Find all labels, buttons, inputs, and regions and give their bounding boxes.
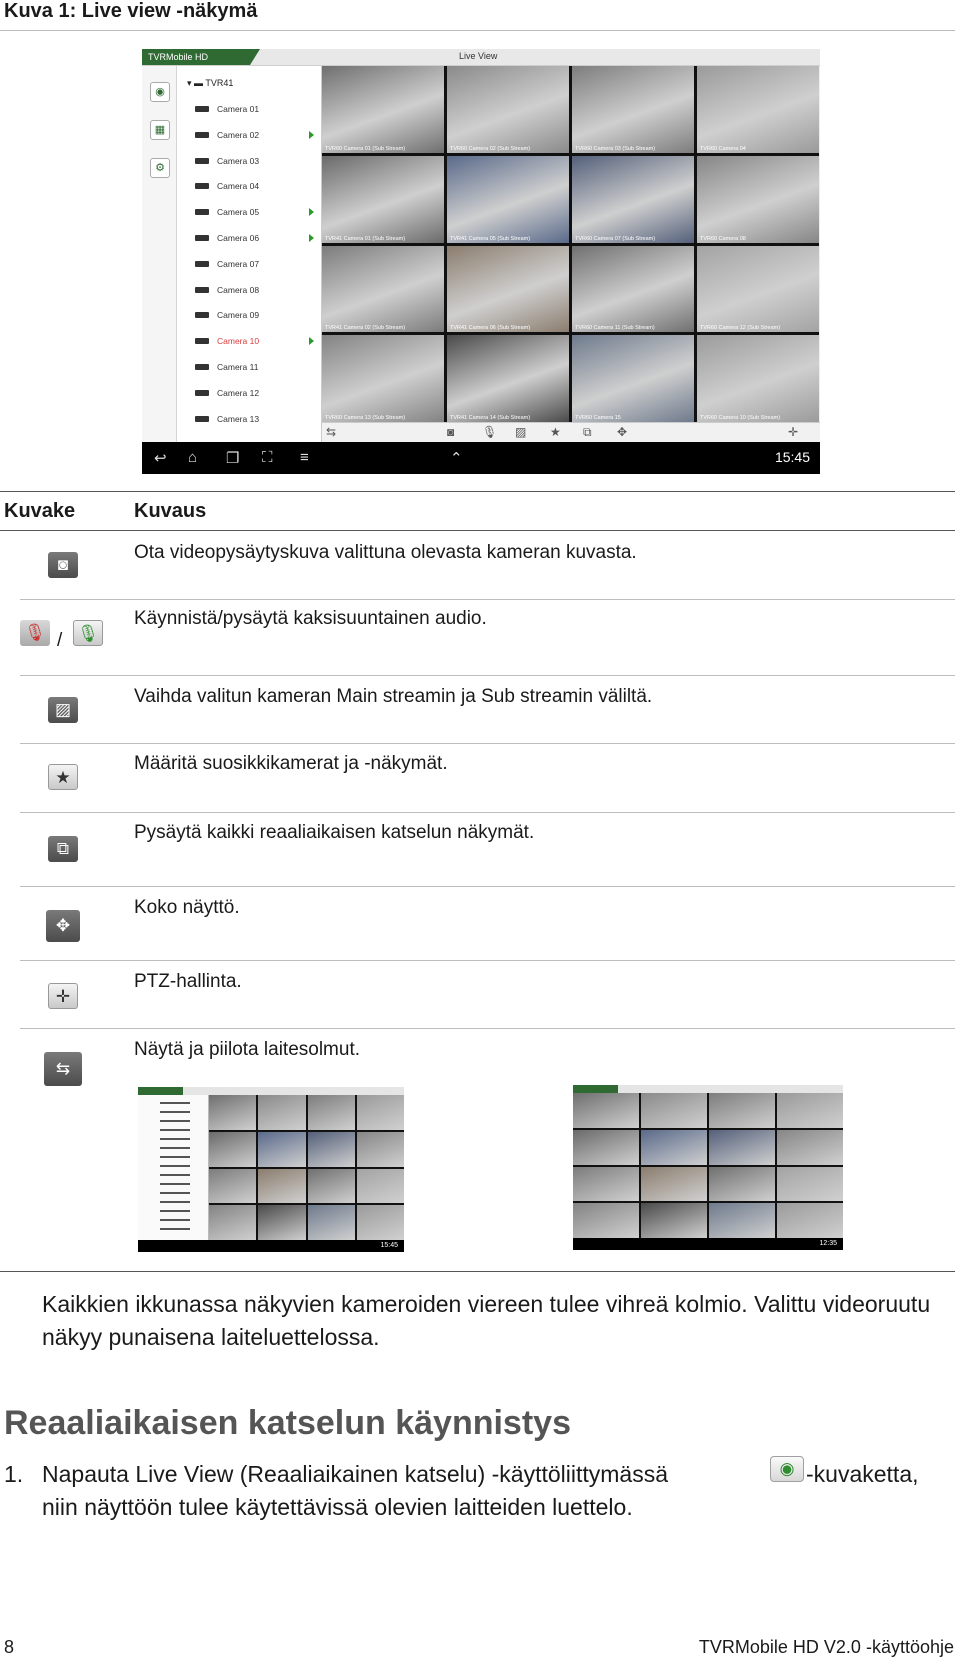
row-description: Käynnistä/pysäytä kaksisuuntainen audio.	[134, 608, 487, 629]
camera-label: Camera 05	[217, 207, 260, 218]
camera-tile-label: TVR60 Camera 08	[700, 235, 746, 242]
camera-tile-label: TVR60 Camera 10 (Sub Stream)	[700, 415, 781, 421]
camera-tile[interactable]	[322, 246, 444, 333]
row-description: Määritä suosikkikamerat ja -näkymät.	[134, 753, 448, 774]
camera-tile-label: TVR41 Camera 02 (Sub Stream)	[325, 325, 406, 332]
camera-tile[interactable]	[697, 156, 819, 243]
camera-label: Camera 01	[217, 104, 260, 114]
camera-tile[interactable]	[572, 335, 694, 422]
chevron-up-icon[interactable]: ⌃	[450, 450, 463, 467]
mini-camera-tile	[641, 1203, 707, 1238]
in-view-triangle-icon	[309, 131, 314, 139]
camera-label: Camera 07	[217, 258, 260, 269]
app-brand: TVRMobile HD	[142, 49, 250, 65]
mini-camera-tile	[308, 1132, 355, 1167]
mini-camera-tile	[709, 1130, 775, 1165]
row-divider	[20, 812, 955, 813]
row-description: Ota videopysäytyskuva valittuna olevasta kameran kuvasta.	[134, 542, 637, 563]
menu-icon[interactable]: ≡	[300, 449, 309, 466]
ptz-icon[interactable]: ✛	[788, 425, 799, 439]
mini-camera-tile	[209, 1205, 256, 1240]
mini-camera-tile	[573, 1167, 639, 1202]
camera-tile-label: TVR41 Camera 05 (Sub Stream)	[450, 235, 531, 242]
camera-tile[interactable]	[572, 246, 694, 333]
camera-tile[interactable]	[322, 156, 444, 243]
microphone-icon[interactable]: 🎙	[482, 425, 498, 439]
camera-tile-label: TVR60 Camera 04	[700, 145, 746, 152]
camera-label: Camera 06	[217, 233, 260, 243]
camera-tile[interactable]	[697, 246, 819, 333]
camera-tile-label: TVR60 Camera 12 (Sub Stream)	[700, 325, 781, 332]
camera-tile-label: TVR41 Camera 14 (Sub Stream)	[450, 415, 531, 421]
column-header-description: Kuvaus	[134, 500, 207, 522]
camera-tile[interactable]	[697, 335, 819, 422]
camera-list-item[interactable]	[195, 181, 259, 191]
camera-list-item[interactable]	[195, 259, 259, 269]
camera-label: Camera 13	[217, 413, 260, 424]
camera-list-item[interactable]	[195, 362, 258, 372]
page-number: 8	[4, 1637, 15, 1657]
in-view-triangle-icon	[309, 234, 314, 242]
row-description: Näytä ja piilota laitesolmut.	[134, 1039, 360, 1060]
row-description: Pysäytä kaikki reaaliaikaisen katselun näkymät.	[134, 822, 535, 843]
camera-list-item[interactable]	[195, 104, 259, 114]
mini-camera-tile	[777, 1093, 843, 1128]
mini-camera-tile	[308, 1169, 355, 1204]
microphone-on-icon: 🎙	[73, 620, 103, 646]
mini-camera-tile	[258, 1169, 305, 1204]
stream-switch-icon: ▨	[48, 697, 78, 723]
camera-tile[interactable]	[697, 66, 819, 153]
camera-icon[interactable]: ◙	[447, 425, 455, 439]
camera-icon	[195, 106, 209, 112]
mini-camera-tile	[777, 1167, 843, 1202]
app-header	[142, 49, 820, 66]
mini-camera-tile	[357, 1132, 404, 1167]
camera-label: Camera 09	[217, 310, 260, 321]
mini-camera-tile	[641, 1130, 707, 1165]
mini-camera-tile	[357, 1205, 404, 1240]
home-icon[interactable]: ⌂	[188, 449, 198, 466]
camera-list-item[interactable]	[195, 336, 259, 346]
live-view-icon[interactable]: ◉	[150, 82, 170, 102]
settings-gear-icon[interactable]: ⚙	[150, 158, 170, 178]
camera-list-item[interactable]	[195, 414, 259, 424]
camera-label: Camera 11	[217, 362, 259, 372]
step-text-after-icon: -kuvaketta,	[806, 1461, 919, 1487]
camera-tile-label: TVR41 Camera 06 (Sub Stream)	[450, 325, 531, 332]
side-icon-bar	[142, 66, 177, 442]
back-icon[interactable]: ↩	[154, 450, 167, 467]
mini-camera-tile	[709, 1203, 775, 1238]
camera-icon	[195, 364, 209, 370]
live-view-icon: ◉	[770, 1456, 804, 1482]
row-divider	[20, 1028, 955, 1029]
camera-tile-label: TVR60 Camera 07 (Sub Stream)	[575, 235, 656, 242]
mini-camera-tile	[209, 1132, 256, 1167]
footer-title: TVRMobile HD V2.0 -käyttöohje	[698, 1637, 954, 1657]
table-top-rule	[0, 491, 955, 492]
camera-label: Camera 02	[217, 129, 260, 140]
mini-camera-tile	[573, 1093, 639, 1128]
mini-camera-grid	[573, 1093, 843, 1238]
mini-camera-tile	[258, 1132, 305, 1167]
mini-camera-tile	[709, 1167, 775, 1202]
camera-tile-label: TVR60 Camera 02 (Sub Stream)	[450, 145, 531, 152]
camera-list-item[interactable]	[195, 285, 259, 295]
mini-camera-tile	[209, 1169, 256, 1204]
camera-tile-label: TVR60 Camera 01 (Sub Stream)	[325, 145, 406, 152]
mini-camera-tile	[641, 1093, 707, 1128]
step-text-line2: niin näyttöön tulee käytettävissä olevien laitteiden luettelo.	[42, 1494, 633, 1520]
camera-tile[interactable]	[322, 66, 444, 153]
mini-camera-grid	[209, 1095, 404, 1240]
camera-tile-label: TVR60 Camera 03 (Sub Stream)	[575, 145, 656, 152]
mini-nav-clock: 15:45	[138, 1240, 404, 1252]
camera-tile[interactable]	[447, 335, 569, 422]
star-icon: ★	[48, 764, 78, 790]
mini-camera-tile	[209, 1095, 256, 1130]
camera-icon	[195, 287, 209, 293]
row-divider	[20, 960, 955, 961]
camera-icon	[195, 132, 209, 138]
camera-icon	[195, 209, 209, 215]
camera-icon	[195, 183, 209, 189]
fullscreen-icon: ✥	[46, 910, 80, 942]
camera-label: Camera 12	[217, 387, 260, 398]
mini-camera-tile	[357, 1095, 404, 1130]
camera-tile-label: TVR60 Camera 13 (Sub Stream)	[325, 415, 406, 421]
camera-list-item[interactable]	[195, 388, 259, 398]
table-bottom-rule	[0, 1271, 955, 1272]
screenshot-without-device-list	[573, 1085, 843, 1250]
row-description: PTZ-hallinta.	[134, 971, 242, 992]
camera-tile-label: TVR60 Camera 11 (Sub Stream)	[575, 325, 655, 332]
camera-grid	[322, 66, 819, 422]
microphone-off-icon: 🎙	[20, 620, 50, 646]
step-text: Napauta Live View (Reaaliaikainen katselu) -käyttöliittymässä	[42, 1461, 668, 1487]
note-paragraph: Kaikkien ikkunassa näkyvien kameroiden viereen tulee vihreä kolmio. Valittu videoruutu näkyy punaisena laiteluettelossa.	[42, 1291, 931, 1350]
camera-icon	[195, 338, 209, 344]
screenshot-with-device-list	[138, 1087, 404, 1252]
in-view-triangle-icon	[309, 208, 314, 216]
row-divider	[20, 599, 955, 600]
stop-all-icon: ⧉	[48, 836, 78, 862]
camera-tile-label: TVR60 Camera 15	[575, 415, 621, 421]
row-description: Vaihda valitun kameran Main streamin ja Sub streamin väliltä.	[134, 686, 653, 707]
camera-label: Camera 10	[217, 336, 260, 347]
row-description: Koko näyttö.	[134, 897, 240, 918]
camera-list-item[interactable]	[195, 130, 259, 140]
recent-apps-icon[interactable]: ❐	[226, 450, 240, 467]
camera-tile[interactable]	[447, 246, 569, 333]
camera-icon	[195, 312, 209, 318]
device-nodes-icon: ⇆	[44, 1052, 82, 1086]
header-rule	[0, 530, 955, 531]
mini-camera-tile	[308, 1095, 355, 1130]
column-header-icon: Kuvake	[4, 500, 76, 522]
camera-icon	[195, 261, 209, 267]
step-number: 1.	[4, 1461, 24, 1487]
camera-label: Camera 08	[217, 284, 260, 295]
mini-camera-tile	[709, 1093, 775, 1128]
section-heading: Reaaliaikaisen katselun käynnistys	[4, 1404, 571, 1442]
stop-all-icon[interactable]: ⧉	[583, 425, 592, 439]
in-view-triangle-icon	[309, 337, 314, 345]
camera-icon	[195, 158, 209, 164]
fullscreen-icon[interactable]: ✥	[617, 425, 628, 439]
camera-list-item[interactable]	[195, 310, 259, 320]
camera-tile[interactable]	[322, 335, 444, 422]
camera-tile[interactable]	[447, 156, 569, 243]
camera-label: Camera 04	[217, 181, 260, 192]
mini-nav-clock: 12:35	[573, 1238, 843, 1250]
tablet-screenshot	[142, 49, 820, 474]
mini-camera-tile	[258, 1095, 305, 1130]
status-clock: 15:45	[774, 449, 810, 465]
live-toolbar	[322, 422, 820, 443]
camera-tile[interactable]	[447, 66, 569, 153]
device-nodes-icon[interactable]: ⇆	[326, 425, 337, 439]
camera-list-item[interactable]	[195, 233, 259, 243]
row-divider	[20, 743, 955, 744]
camera-icon	[195, 390, 209, 396]
camera-list-item[interactable]	[195, 207, 259, 217]
star-icon[interactable]: ★	[550, 425, 561, 439]
camera-label: Camera 03	[217, 155, 260, 166]
camera-list-item[interactable]	[195, 156, 259, 166]
mini-camera-tile	[258, 1205, 305, 1240]
device-list	[177, 66, 322, 442]
row-divider	[20, 675, 955, 676]
live-view-title: Live View	[459, 51, 498, 61]
mini-camera-tile	[573, 1130, 639, 1165]
device-node[interactable]: ▾ ▬ TVR41	[187, 78, 234, 88]
row-divider	[20, 886, 955, 887]
figure-title: Kuva 1: Live view -näkymä	[4, 0, 258, 22]
camera-icon	[195, 416, 209, 422]
camera-tile-label: TVR41 Camera 01 (Sub Stream)	[325, 235, 406, 242]
screenshot-icon[interactable]: ⛶	[262, 449, 273, 466]
mini-camera-tile	[777, 1130, 843, 1165]
camera-tile[interactable]	[572, 66, 694, 153]
mini-camera-tile	[777, 1203, 843, 1238]
mini-camera-tile	[573, 1203, 639, 1238]
mini-camera-tile	[308, 1205, 355, 1240]
ptz-icon: ✛	[48, 983, 78, 1009]
stream-switch-icon[interactable]: ▨	[515, 425, 527, 439]
divider	[0, 30, 955, 31]
playback-icon[interactable]: ▦	[150, 120, 170, 140]
mini-camera-tile	[641, 1167, 707, 1202]
camera-icon: ◙	[48, 552, 78, 578]
icon-separator: /	[57, 630, 63, 651]
camera-icon	[195, 235, 209, 241]
mini-camera-tile	[357, 1169, 404, 1204]
android-nav-bar	[142, 442, 820, 474]
camera-tile[interactable]	[572, 156, 694, 243]
